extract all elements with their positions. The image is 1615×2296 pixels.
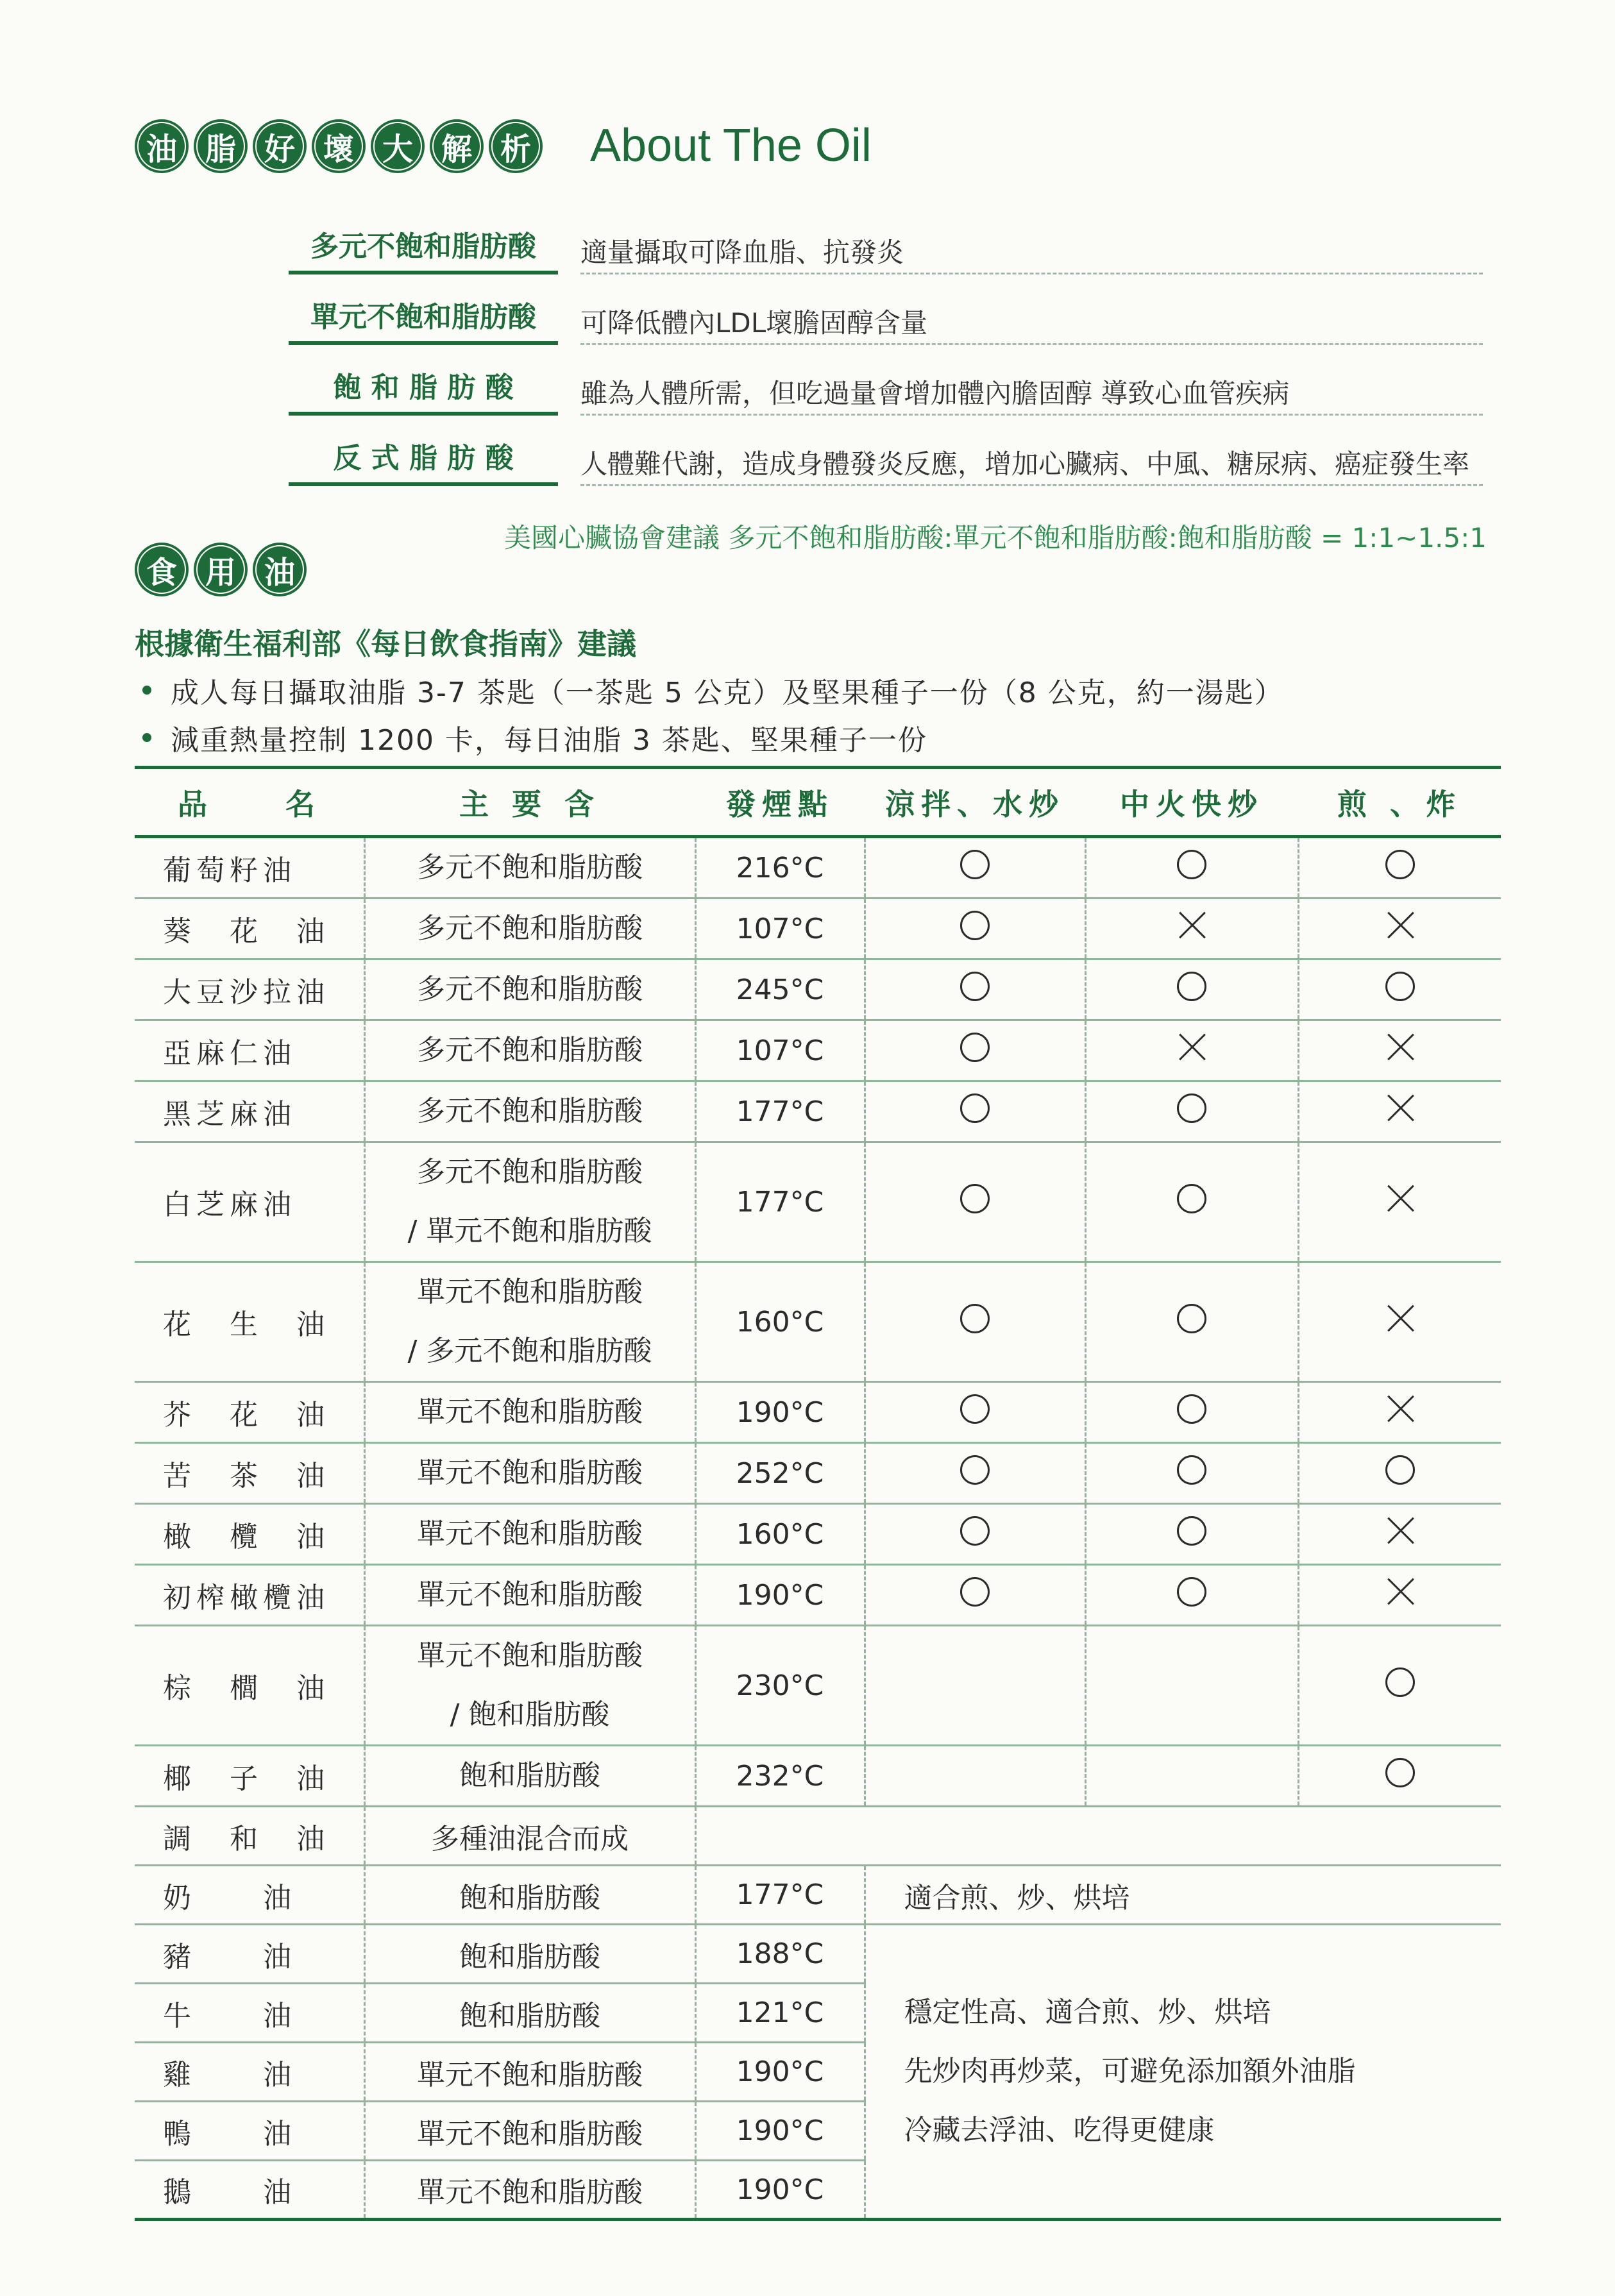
circle-mark-icon bbox=[960, 1394, 990, 1424]
oil-name: 奶 油 bbox=[135, 1866, 364, 1925]
fat-label: 飽 和 脂 肪 酸 bbox=[289, 358, 558, 416]
stir-fry-cell bbox=[1085, 899, 1298, 959]
circle-mark-icon bbox=[960, 1093, 990, 1123]
circle-mark-icon bbox=[960, 1033, 990, 1062]
title-char-badge: 油 bbox=[253, 543, 307, 596]
note-line: 穩定性高、適合煎、炒、烘培 bbox=[904, 1996, 1271, 2029]
oil-composition bbox=[364, 899, 695, 959]
smoke-point: 121°C bbox=[695, 1984, 865, 2043]
table-row bbox=[135, 1382, 1501, 1443]
oil-composition bbox=[364, 1443, 695, 1504]
header-name: 品 名 bbox=[135, 768, 364, 837]
smoke-point: 232°C bbox=[695, 1746, 865, 1807]
title-char-badge: 脂 bbox=[194, 119, 248, 173]
circle-mark-icon bbox=[960, 1577, 990, 1607]
title-char-badge: 用 bbox=[194, 543, 248, 596]
oil-name: 初榨橄欖油 bbox=[135, 1565, 364, 1626]
bullet-dot-icon bbox=[142, 733, 151, 742]
circle-mark-icon bbox=[960, 1455, 990, 1485]
cross-mark-icon bbox=[1385, 1516, 1415, 1546]
circle-mark-icon bbox=[1177, 1516, 1206, 1546]
deep-fry-cell bbox=[1298, 1142, 1501, 1262]
title-char-badge: 大 bbox=[371, 119, 425, 173]
circle-mark-icon bbox=[1177, 1093, 1206, 1123]
cold-mix-cell bbox=[865, 1443, 1085, 1504]
cross-mark-icon bbox=[1385, 911, 1415, 940]
smoke-point: 177°C bbox=[695, 1866, 865, 1925]
oil-composition: 單元不飽和脂肪酸 bbox=[364, 2043, 695, 2102]
table-row bbox=[135, 1262, 1501, 1382]
deep-fry-cell bbox=[1298, 959, 1501, 1020]
section-title-cooking-oil bbox=[135, 543, 307, 596]
bullet-item: 成人每日攝取油脂 3-7 茶匙（一茶匙 5 公克）及堅果種子一份（8 公克，約一湯匙） bbox=[142, 670, 1284, 711]
fat-desc: 可降低體內LDL壞膽固醇含量 bbox=[580, 287, 1483, 345]
smoke-point: 245°C bbox=[695, 959, 865, 1020]
stir-fry-cell bbox=[1085, 1565, 1298, 1626]
oil-name: 大豆沙拉油 bbox=[135, 959, 364, 1020]
composition-line: 多元不飽和脂肪酸 bbox=[417, 851, 643, 884]
ratio-note: 美國心臟協會建議 多元不飽和脂肪酸:單元不飽和脂肪酸:飽和脂肪酸 = 1:1~1.5:1 bbox=[504, 522, 1487, 553]
deep-fry-cell bbox=[1298, 1565, 1501, 1626]
circle-mark-icon bbox=[1177, 972, 1206, 1001]
oil-name: 鴨 油 bbox=[135, 2102, 364, 2161]
cross-mark-icon bbox=[1385, 1394, 1415, 1424]
table-row bbox=[135, 1746, 1501, 1807]
oil-name: 黑芝麻油 bbox=[135, 1081, 364, 1142]
smoke-point: 177°C bbox=[695, 1142, 865, 1262]
table-header-row bbox=[135, 768, 1501, 837]
oil-name: 椰 子 油 bbox=[135, 1746, 364, 1807]
usage-note bbox=[865, 1925, 1501, 2220]
smoke-point: 252°C bbox=[695, 1443, 865, 1504]
cold-mix-cell bbox=[865, 1504, 1085, 1565]
cross-mark-icon bbox=[1385, 1093, 1415, 1123]
circle-mark-icon bbox=[1177, 1184, 1206, 1213]
composition-line: 多元不飽和脂肪酸 bbox=[417, 973, 643, 1006]
composition-line: 單元不飽和脂肪酸 bbox=[417, 1456, 643, 1489]
stir-fry-cell bbox=[1085, 959, 1298, 1020]
circle-mark-icon bbox=[1385, 1455, 1415, 1485]
oil-composition bbox=[364, 1746, 695, 1807]
smoke-point: 190°C bbox=[695, 2161, 865, 2220]
table-row bbox=[135, 899, 1501, 959]
oil-composition bbox=[364, 1142, 695, 1262]
composition-line: 單元不飽和脂肪酸 bbox=[417, 1639, 643, 1672]
oil-composition bbox=[364, 1262, 695, 1382]
oil-composition bbox=[364, 1626, 695, 1746]
fat-desc: 人體難代謝，造成身體發炎反應，增加心臟病、中風、糖尿病、癌症發生率 bbox=[580, 428, 1483, 486]
oil-table bbox=[135, 766, 1501, 2221]
section-title-oil-analysis bbox=[135, 119, 543, 173]
cold-mix-cell bbox=[865, 1020, 1085, 1081]
composition-line: 多元不飽和脂肪酸 bbox=[417, 1034, 643, 1067]
composition-line: 飽和脂肪酸 bbox=[459, 1759, 600, 1792]
stir-fry-cell bbox=[1085, 1081, 1298, 1142]
table-row bbox=[135, 1020, 1501, 1081]
header-composition: 主 要 含 bbox=[364, 768, 695, 837]
composition-line: 單元不飽和脂肪酸 bbox=[417, 1276, 643, 1308]
table-row bbox=[135, 1142, 1501, 1262]
oil-composition bbox=[364, 1504, 695, 1565]
smoke-point: 190°C bbox=[695, 1565, 865, 1626]
cross-mark-icon bbox=[1385, 1577, 1415, 1607]
oil-name: 棕 櫚 油 bbox=[135, 1626, 364, 1746]
note-line: 先炒肉再炒菜，可避免添加額外油脂 bbox=[904, 2055, 1356, 2088]
oil-composition: 飽和脂肪酸 bbox=[364, 1925, 695, 1984]
table-row bbox=[135, 1504, 1501, 1565]
smoke-point: 190°C bbox=[695, 2043, 865, 2102]
fat-row-mono bbox=[289, 287, 1483, 358]
oil-name: 雞 油 bbox=[135, 2043, 364, 2102]
composition-line: 多元不飽和脂肪酸 bbox=[417, 912, 643, 945]
table-row bbox=[135, 1626, 1501, 1746]
circle-mark-icon bbox=[960, 1304, 990, 1333]
animal-fat-notes bbox=[904, 1983, 1501, 2160]
stir-fry-cell bbox=[1085, 837, 1298, 899]
deep-fry-cell bbox=[1298, 1504, 1501, 1565]
fat-row-trans bbox=[289, 428, 1483, 499]
cross-mark-icon bbox=[1385, 1033, 1415, 1062]
header-smoke-point: 發煙點 bbox=[695, 768, 865, 837]
table-row bbox=[135, 1443, 1501, 1504]
guide-title: 根據衛生福利部《每日飲食指南》建議 bbox=[135, 627, 636, 661]
stir-fry-cell bbox=[1085, 1626, 1298, 1746]
oil-composition bbox=[364, 1565, 695, 1626]
deep-fry-cell bbox=[1298, 1443, 1501, 1504]
deep-fry-cell bbox=[1298, 1020, 1501, 1081]
cold-mix-cell bbox=[865, 1142, 1085, 1262]
title-char-badge: 解 bbox=[430, 119, 484, 173]
deep-fry-cell bbox=[1298, 899, 1501, 959]
circle-mark-icon bbox=[960, 850, 990, 879]
cold-mix-cell bbox=[865, 1262, 1085, 1382]
cross-mark-icon bbox=[1385, 1184, 1415, 1213]
deep-fry-cell bbox=[1298, 1626, 1501, 1746]
composition-line: 多元不飽和脂肪酸 bbox=[417, 1095, 643, 1127]
smoke-point: 107°C bbox=[695, 1020, 865, 1081]
oil-composition: 多種油混合而成 bbox=[364, 1807, 695, 1866]
deep-fry-cell bbox=[1298, 1262, 1501, 1382]
usage-note: 適合煎、炒、烘培 bbox=[865, 1866, 1501, 1925]
cross-mark-icon bbox=[1177, 911, 1206, 940]
oil-name: 豬 油 bbox=[135, 1925, 364, 1984]
note-line: 冷藏去浮油、吃得更健康 bbox=[904, 2114, 1215, 2147]
oil-name: 芥 花 油 bbox=[135, 1382, 364, 1443]
deep-fry-cell bbox=[1298, 1081, 1501, 1142]
circle-mark-icon bbox=[960, 1516, 990, 1546]
fat-desc: 雖為人體所需，但吃過量會增加體內膽固醇 導致心血管疾病 bbox=[580, 358, 1483, 416]
fat-label: 單元不飽和脂肪酸 bbox=[289, 287, 558, 345]
deep-fry-cell bbox=[1298, 1746, 1501, 1807]
fat-label: 反 式 脂 肪 酸 bbox=[289, 428, 558, 486]
title-char-badge: 好 bbox=[253, 119, 307, 173]
composition-line: / 飽和脂肪酸 bbox=[450, 1698, 610, 1731]
composition-line: 單元不飽和脂肪酸 bbox=[417, 1517, 643, 1550]
oil-composition bbox=[364, 1081, 695, 1142]
title-char-badge: 食 bbox=[135, 543, 189, 596]
stir-fry-cell bbox=[1085, 1020, 1298, 1081]
oil-composition: 單元不飽和脂肪酸 bbox=[364, 2102, 695, 2161]
cold-mix-cell bbox=[865, 899, 1085, 959]
smoke-point: 107°C bbox=[695, 899, 865, 959]
title-char-badge: 析 bbox=[489, 119, 543, 173]
composition-line: 單元不飽和脂肪酸 bbox=[417, 1578, 643, 1611]
oil-composition bbox=[364, 1382, 695, 1443]
smoke-point: 160°C bbox=[695, 1262, 865, 1382]
cold-mix-cell bbox=[865, 1565, 1085, 1626]
header-stir-fry: 中火快炒 bbox=[1085, 768, 1298, 837]
bullet-item: 減重熱量控制 1200 卡，每日油脂 3 茶匙、堅果種子一份 bbox=[142, 717, 927, 758]
table-row bbox=[135, 959, 1501, 1020]
bullet-dot-icon bbox=[142, 686, 151, 695]
smoke-point: 188°C bbox=[695, 1925, 865, 1984]
table-row bbox=[135, 1807, 1501, 1866]
cold-mix-cell bbox=[865, 1626, 1085, 1746]
deep-fry-cell bbox=[1298, 837, 1501, 899]
oil-composition bbox=[364, 1020, 695, 1081]
stir-fry-cell bbox=[1085, 1443, 1298, 1504]
circle-mark-icon bbox=[1385, 972, 1415, 1001]
cross-mark-icon bbox=[1385, 1304, 1415, 1333]
english-title: About The Oil bbox=[590, 120, 872, 171]
circle-mark-icon bbox=[1385, 1758, 1415, 1787]
oil-name: 白芝麻油 bbox=[135, 1142, 364, 1262]
smoke-point: 190°C bbox=[695, 2102, 865, 2161]
cold-mix-cell bbox=[865, 959, 1085, 1020]
composition-line: 單元不飽和脂肪酸 bbox=[417, 1396, 643, 1428]
fat-row-saturated bbox=[289, 358, 1483, 428]
stir-fry-cell bbox=[1085, 1142, 1298, 1262]
cross-mark-icon bbox=[1177, 1033, 1206, 1062]
cold-mix-cell bbox=[865, 1081, 1085, 1142]
oil-composition: 單元不飽和脂肪酸 bbox=[364, 2161, 695, 2220]
cold-mix-cell bbox=[865, 1746, 1085, 1807]
stir-fry-cell bbox=[1085, 1382, 1298, 1443]
title-char-badge: 油 bbox=[135, 119, 189, 173]
circle-mark-icon bbox=[960, 911, 990, 940]
circle-mark-icon bbox=[960, 972, 990, 1001]
smoke-point: 216°C bbox=[695, 837, 865, 899]
oil-composition: 飽和脂肪酸 bbox=[364, 1984, 695, 2043]
circle-mark-icon bbox=[1177, 850, 1206, 879]
oil-name: 調 和 油 bbox=[135, 1807, 364, 1866]
oil-name: 苦 茶 油 bbox=[135, 1443, 364, 1504]
circle-mark-icon bbox=[1177, 1394, 1206, 1424]
stir-fry-cell bbox=[1085, 1504, 1298, 1565]
oil-name: 花 生 油 bbox=[135, 1262, 364, 1382]
header-deep-fry: 煎 、炸 bbox=[1298, 768, 1501, 837]
fat-row-poly bbox=[289, 217, 1483, 287]
stir-fry-cell bbox=[1085, 1262, 1298, 1382]
oil-name: 葡萄籽油 bbox=[135, 837, 364, 899]
oil-name: 葵 花 油 bbox=[135, 899, 364, 959]
oil-composition bbox=[364, 837, 695, 899]
oil-name: 橄 欖 油 bbox=[135, 1504, 364, 1565]
fat-desc: 適量攝取可降血脂、抗發炎 bbox=[580, 217, 1483, 274]
circle-mark-icon bbox=[1385, 1667, 1415, 1697]
table-row bbox=[135, 1866, 1501, 1925]
empty-cell bbox=[695, 1807, 1501, 1866]
oil-name: 牛 油 bbox=[135, 1984, 364, 2043]
circle-mark-icon bbox=[1177, 1304, 1206, 1333]
oil-composition: 飽和脂肪酸 bbox=[364, 1866, 695, 1925]
composition-line: 多元不飽和脂肪酸 bbox=[417, 1156, 643, 1188]
composition-line: / 單元不飽和脂肪酸 bbox=[407, 1215, 652, 1247]
smoke-point: 190°C bbox=[695, 1382, 865, 1443]
deep-fry-cell bbox=[1298, 1382, 1501, 1443]
oil-name: 亞麻仁油 bbox=[135, 1020, 364, 1081]
oil-composition bbox=[364, 959, 695, 1020]
cold-mix-cell bbox=[865, 1382, 1085, 1443]
cold-mix-cell bbox=[865, 837, 1085, 899]
table-row bbox=[135, 1925, 1501, 1984]
circle-mark-icon bbox=[1177, 1455, 1206, 1485]
smoke-point: 230°C bbox=[695, 1626, 865, 1746]
smoke-point: 160°C bbox=[695, 1504, 865, 1565]
composition-line: / 多元不飽和脂肪酸 bbox=[407, 1335, 652, 1367]
table-row bbox=[135, 837, 1501, 899]
fat-label: 多元不飽和脂肪酸 bbox=[289, 217, 558, 274]
table-row bbox=[135, 1565, 1501, 1626]
circle-mark-icon bbox=[1177, 1577, 1206, 1607]
oil-name: 鵝 油 bbox=[135, 2161, 364, 2220]
table-row bbox=[135, 1081, 1501, 1142]
stir-fry-cell bbox=[1085, 1746, 1298, 1807]
header-cold-mix: 涼拌、水炒 bbox=[865, 768, 1085, 837]
smoke-point: 177°C bbox=[695, 1081, 865, 1142]
title-char-badge: 壞 bbox=[312, 119, 366, 173]
circle-mark-icon bbox=[1385, 850, 1415, 879]
circle-mark-icon bbox=[960, 1184, 990, 1213]
